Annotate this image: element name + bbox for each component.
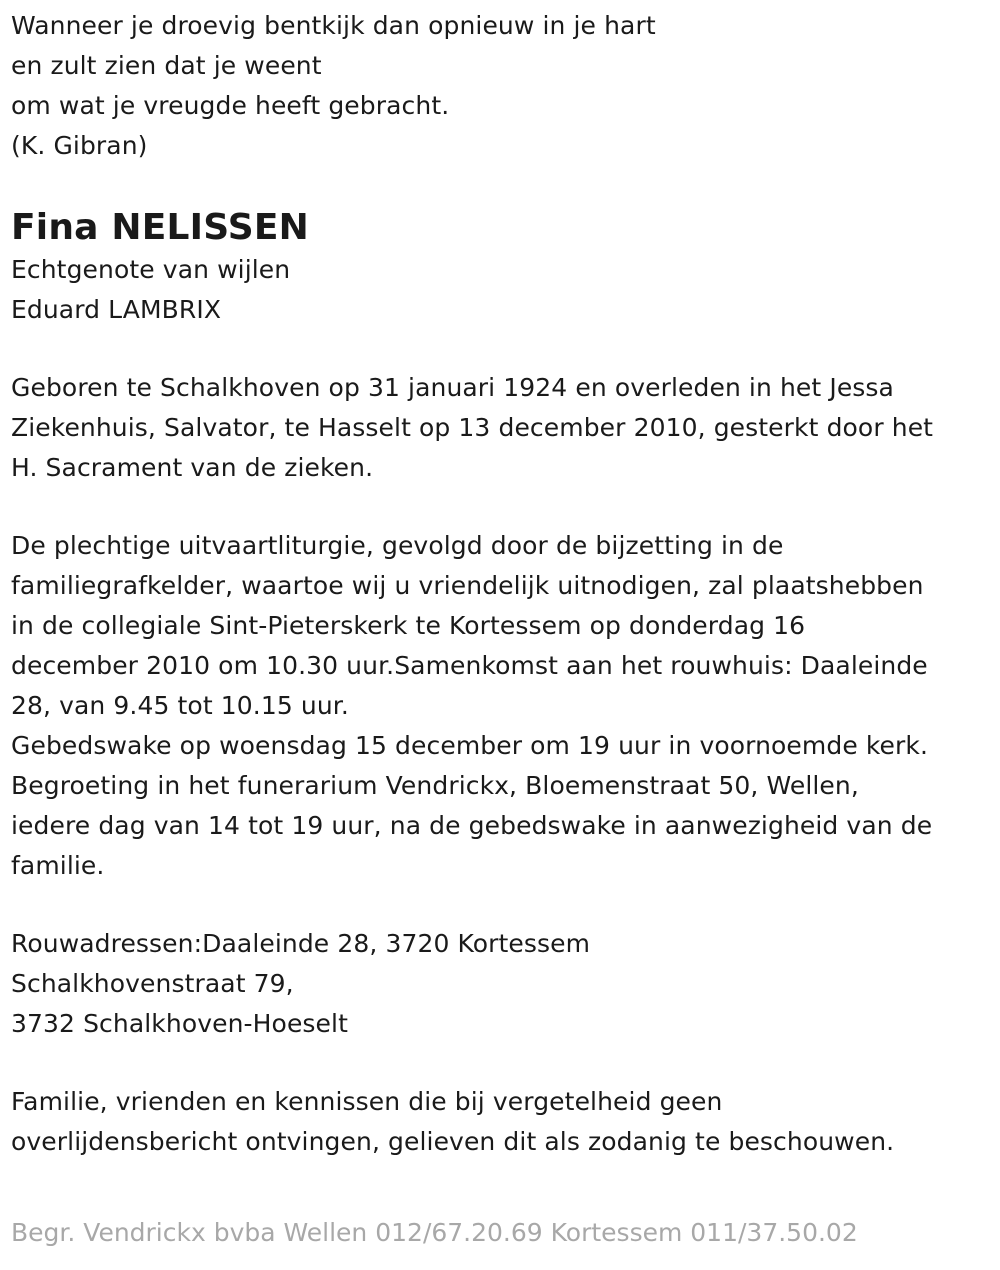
funeral-home-footer: Begr. Vendrickx bvba Wellen 012/67.20.69 Kortessem 011/37.50.02 bbox=[11, 1218, 858, 1247]
paragraph-line: H. Sacrament van de zieken. bbox=[11, 453, 374, 482]
poem-line: en zult zien dat je weent bbox=[11, 51, 322, 80]
poem-attribution: (K. Gibran) bbox=[11, 131, 148, 160]
poem-quote bbox=[11, 6, 986, 166]
deceased-name: Fina NELISSEN bbox=[11, 207, 310, 248]
spacer bbox=[11, 488, 986, 526]
address-line: Schalkhovenstraat 79, bbox=[11, 969, 294, 998]
poem-line: Wanneer je droevig bentkijk dan opnieuw in je hart bbox=[11, 11, 656, 40]
funeral-paragraph bbox=[11, 526, 986, 886]
spacer bbox=[11, 330, 986, 368]
address-line: 3732 Schalkhoven-Hoeselt bbox=[11, 1009, 348, 1038]
spacer bbox=[11, 1044, 986, 1082]
paragraph-line: Begroeting in het funerarium Vendrickx, Bloemenstraat 50, Wellen, bbox=[11, 771, 859, 800]
mourning-addresses bbox=[11, 924, 986, 1044]
paragraph-line: De plechtige uitvaartliturgie, gevolgd door de bijzetting in de bbox=[11, 531, 784, 560]
poem-line: om wat je vreugde heeft gebracht. bbox=[11, 91, 450, 120]
paragraph-line: Geboren te Schalkhoven op 31 januari 1924 en overleden in het Jessa bbox=[11, 373, 894, 402]
spouse-info bbox=[11, 250, 986, 330]
paragraph-line: in de collegiale Sint-Pieterskerk te Kortessem op donderdag 16 bbox=[11, 611, 806, 640]
spouse-line: Echtgenote van wijlen bbox=[11, 255, 291, 284]
paragraph-line: iedere dag van 14 tot 19 uur, na de gebedswake in aanwezigheid van de bbox=[11, 811, 933, 840]
paragraph-line: Gebedswake op woensdag 15 december om 19 uur in voornoemde kerk. bbox=[11, 731, 929, 760]
address-line: Rouwadressen:Daaleinde 28, 3720 Kortessem bbox=[11, 929, 591, 958]
paragraph-line: 28, van 9.45 tot 10.15 uur. bbox=[11, 691, 349, 720]
paragraph-line: Familie, vrienden en kennissen die bij vergetelheid geen bbox=[11, 1087, 723, 1116]
paragraph-line: familie. bbox=[11, 851, 105, 880]
spouse-name: Eduard LAMBRIX bbox=[11, 295, 222, 324]
paragraph-line: december 2010 om 10.30 uur.Samenkomst aan het rouwhuis: Daaleinde bbox=[11, 651, 928, 680]
obituary-notice bbox=[11, 0, 986, 1162]
paragraph-line: familiegrafkelder, waartoe wij u vriendelijk uitnodigen, zal plaatshebben bbox=[11, 571, 924, 600]
notice-paragraph bbox=[11, 1082, 986, 1162]
paragraph-line: overlijdensbericht ontvingen, gelieven dit als zodanig te beschouwen. bbox=[11, 1127, 895, 1156]
birth-death-paragraph bbox=[11, 368, 986, 488]
paragraph-line: Ziekenhuis, Salvator, te Hasselt op 13 december 2010, gesterkt door het bbox=[11, 413, 934, 442]
spacer bbox=[11, 886, 986, 924]
